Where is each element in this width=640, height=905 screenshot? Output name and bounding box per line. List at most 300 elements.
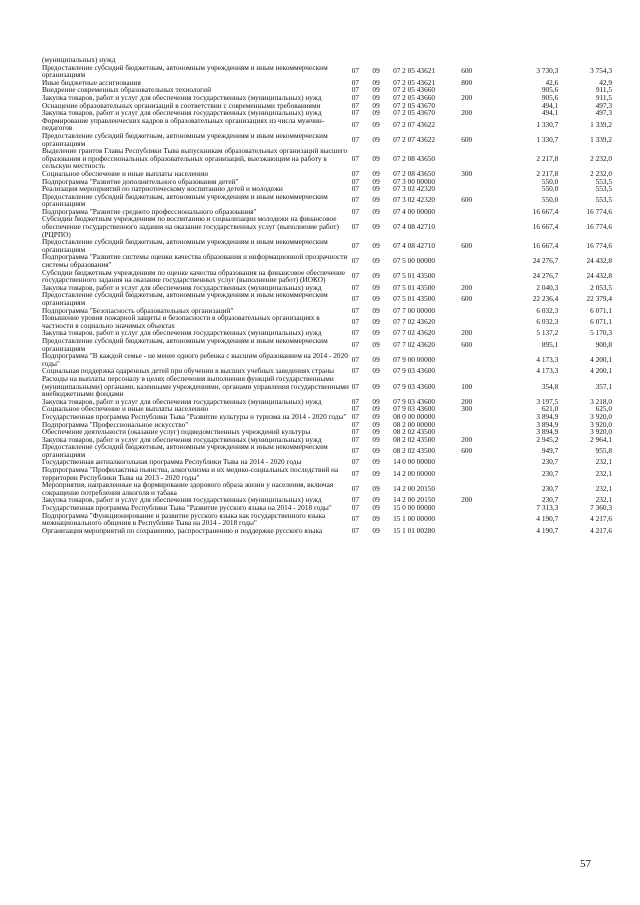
row-target-code: 07 5 01 43500 <box>393 282 436 292</box>
row-value-year-2: 24 432,8 <box>586 256 612 266</box>
row-value-year-2: 911,5 <box>595 85 612 95</box>
row-subsection: 09 <box>372 108 380 118</box>
row-value-year-1: 2 217,8 <box>536 153 559 163</box>
row-name: Иные бюджетные ассигнования <box>42 77 141 87</box>
row-value-year-1: 5 137,2 <box>536 328 559 338</box>
row-value-year-1: 230,7 <box>541 495 559 505</box>
row-section: 07 <box>351 514 360 524</box>
row-value-year-2: 4 217,6 <box>590 525 612 535</box>
row-section: 07 <box>351 92 360 102</box>
row-section: 07 <box>351 404 360 414</box>
row-expense-type <box>461 352 492 367</box>
row-name: Подпрограмма "Развитие дополнительного образования детей" <box>42 176 239 186</box>
row-value-year-2: 900,8 <box>595 339 612 349</box>
row-name: Подпрограмма "Функционирование и развитие русского языка как государственного языка межнационального общения в Республике Тыва на 2014 - 2018 годы" <box>42 510 326 528</box>
row-section: 07 <box>351 282 360 292</box>
row-target-code: 07 2 05 43660 <box>393 92 436 102</box>
row-expense-type <box>461 421 492 429</box>
row-section: 07 <box>351 305 360 315</box>
table-row <box>42 132 612 147</box>
row-value-year-1: 494,1 <box>541 100 559 110</box>
row-section: 07 <box>351 457 360 467</box>
row-section <box>352 56 373 64</box>
row-target-code: 07 5 01 43500 <box>393 271 436 281</box>
row-section: 07 <box>351 328 360 338</box>
row-target-code: 07 7 02 43620 <box>393 316 436 326</box>
row-name: Подпрограмма "Развитие системы оценки качества образования и информационной прозрачности системы образования" <box>42 252 348 270</box>
row-target-code: 07 2 08 43650 <box>393 153 436 163</box>
row-subsection: 09 <box>372 411 380 421</box>
row-expense-type <box>461 147 492 170</box>
row-target-code: 08 0 00 00000 <box>393 411 436 421</box>
row-target-code: 07 2 07 43622 <box>393 119 436 129</box>
row-target-code: 07 5 01 43500 <box>393 294 436 304</box>
row-value-year-1: 16 667,4 <box>532 206 559 216</box>
row-value-year-1: 3 894,9 <box>536 427 559 437</box>
table-row <box>42 481 612 496</box>
row-section: 07 <box>351 434 360 444</box>
row-value-year-1: 621,0 <box>541 404 559 414</box>
row-expense-type <box>461 269 492 284</box>
row-subsection: 09 <box>372 404 380 414</box>
row-expense-type: 300 <box>461 168 473 178</box>
table-row <box>42 352 612 367</box>
row-name: Выделение грантов Главы Республики Тыва выпускникам образовательных организаций высшего образования и профессиональных образовательных организаций, выезжающим на работу в сельскую местность <box>42 146 348 171</box>
row-subsection: 09 <box>372 206 380 216</box>
table-row <box>42 375 612 398</box>
row-target-code: 07 2 05 43621 <box>393 66 436 76</box>
row-value-year-2: 2 964,1 <box>590 434 612 444</box>
row-subsection: 09 <box>372 457 380 467</box>
row-value-year-1: 905,6 <box>541 85 559 95</box>
row-value-year-1: 895,1 <box>541 339 559 349</box>
row-value-year-1: 3 894,9 <box>536 419 559 429</box>
row-expense-type <box>461 185 492 193</box>
row-value-year-1 <box>492 56 558 64</box>
row-section: 07 <box>351 66 360 76</box>
row-name: Предоставление субсидий бюджетным, автономным учреждениям и иным некоммерческим организациям <box>42 62 328 80</box>
row-subsection: 09 <box>372 184 380 194</box>
row-name: (муниципальных) нужд <box>42 55 116 64</box>
row-value-year-2: 16 774,6 <box>586 222 612 232</box>
row-value-year-1: 550,0 <box>541 184 559 194</box>
row-section: 07 <box>351 495 360 505</box>
row-name: Предоставление субсидий бюджетным, автономным учреждениям и иным некоммерческим организациям <box>42 130 328 148</box>
row-name: Социальная поддержка одаренных детей при обучении в высших учебных заведениях страны <box>42 366 335 376</box>
table-row <box>42 64 612 79</box>
row-subsection: 09 <box>372 419 380 429</box>
row-expense-type <box>461 208 492 216</box>
row-section: 07 <box>351 119 360 129</box>
row-expense-type: 300 <box>461 404 473 414</box>
row-target-code: 07 9 00 00000 <box>393 354 436 364</box>
row-name: Субсидии бюджетным учреждениям по воспитанию и социализации молодежи на финансовое обеспечение государственного задания на оказание государственных услуг (выполнение работ) (РЦРПО) <box>42 214 339 239</box>
row-section: 07 <box>351 195 360 205</box>
row-section: 07 <box>351 381 360 391</box>
row-subsection: 09 <box>372 434 380 444</box>
row-value-year-1: 354,8 <box>541 381 559 391</box>
row-subsection: 09 <box>372 92 380 102</box>
row-target-code: 07 2 05 43670 <box>393 100 436 110</box>
row-name: Предоставление субсидий бюджетным, автономным учреждениям и иным некоммерческим организациям <box>42 442 328 459</box>
row-expense-type <box>461 527 492 535</box>
row-section: 07 <box>351 271 360 281</box>
row-subsection: 09 <box>372 153 380 163</box>
row-value-year-2: 553,5 <box>595 176 612 186</box>
row-value-year-1: 230,7 <box>541 484 559 494</box>
row-value-year-2: 955,8 <box>595 446 612 456</box>
row-subsection: 09 <box>372 294 380 304</box>
table-row <box>42 253 612 268</box>
row-section: 07 <box>351 468 360 478</box>
row-section: 07 <box>351 184 360 194</box>
row-subsection: 09 <box>372 328 380 338</box>
row-section: 07 <box>351 206 360 216</box>
row-value-year-1: 230,7 <box>541 468 559 478</box>
row-subsection: 09 <box>372 339 380 349</box>
row-value-year-2: 7 360,3 <box>590 503 612 513</box>
row-name: Закупка товаров, работ и услуг для обеспечения государственных (муниципальных) нужд <box>42 434 322 444</box>
row-target-code: 07 4 08 42710 <box>393 241 436 251</box>
row-expense-type: 800 <box>461 77 473 87</box>
row-section: 07 <box>351 503 360 513</box>
row-target-code: 15 1 01 00280 <box>393 525 436 535</box>
row-subsection: 09 <box>372 241 380 251</box>
row-target-code: 07 3 02 42320 <box>393 184 436 194</box>
row-expense-type: 200 <box>461 92 473 102</box>
row-expense-type <box>461 367 492 375</box>
table-row <box>42 291 612 306</box>
row-name: Повышение уровня пожарной защиты и безопасности в образовательных организациях в частности в социально значимых объектах <box>42 313 320 330</box>
row-expense-type: 600 <box>461 195 473 205</box>
row-value-year-2: 2 053,5 <box>590 282 612 292</box>
row-target-code: 07 4 00 00000 <box>393 206 436 216</box>
row-value-year-2: 3 754,3 <box>590 66 612 76</box>
row-name: Закупка товаров, работ и услуг для обеспечения государственных (муниципальных) нужд <box>42 396 322 406</box>
row-section: 07 <box>351 411 360 421</box>
row-name: Оснащение образовательных организаций в соответствии с современными требованиями <box>42 100 321 110</box>
row-subsection: 09 <box>372 195 380 205</box>
row-value-year-1: 3 730,3 <box>536 66 559 76</box>
row-section: 07 <box>351 77 360 87</box>
row-name: Предоставление субсидий бюджетным, автономным учреждениям и иным некоммерческим организациям <box>42 335 328 353</box>
row-section: 07 <box>351 339 360 349</box>
row-section: 07 <box>351 446 360 456</box>
row-value-year-2: 24 432,8 <box>586 271 612 281</box>
row-subsection: 09 <box>372 381 380 391</box>
row-subsection: 09 <box>372 77 380 87</box>
row-target-code: 14 2 00 20150 <box>393 495 436 505</box>
row-name: Предоставление субсидий бюджетным, автономным учреждениям и иным некоммерческим организациям <box>42 237 328 254</box>
row-target-code: 07 7 02 43620 <box>393 339 436 349</box>
row-target-code: 14 0 00 00000 <box>393 457 436 467</box>
row-value-year-2: 16 774,6 <box>586 241 612 251</box>
row-subsection: 09 <box>372 484 380 494</box>
row-target-code: 08 2 02 43500 <box>393 434 436 444</box>
row-value-year-2: 4 217,6 <box>590 514 612 524</box>
row-section: 07 <box>351 222 360 232</box>
row-target-code: 07 7 02 43620 <box>393 328 436 338</box>
row-name: Расходы на выплаты персоналу в целях обеспечения выполнения функций государственными (муниципальными) органами, казенными учреждениями, органами управления государственными внебюджетными фондами <box>42 373 349 399</box>
table-row <box>42 466 612 481</box>
row-name: Внедрение современных образовательных технологий <box>42 85 211 95</box>
row-name: Закупка товаров, работ и услуг для обеспечения государственных (муниципальных) нужд <box>42 282 322 292</box>
row-value-year-2: 232,1 <box>595 457 612 467</box>
row-value-year-1: 3 197,5 <box>536 396 559 406</box>
row-value-year-1: 550,0 <box>541 176 559 186</box>
row-subsection: 09 <box>372 66 380 76</box>
row-name: Государственная антиалкогольная программа Республики Тыва на 2014 - 2020 годы <box>42 457 302 467</box>
row-target-code: 08 2 02 43500 <box>393 446 436 456</box>
row-expense-type: 600 <box>461 66 473 76</box>
row-value-year-2: 6 071,1 <box>590 316 612 326</box>
row-value-year-2: 5 170,3 <box>590 328 612 338</box>
row-value-year-1: 6 032,3 <box>536 305 559 315</box>
row-value-year-2: 3 218,0 <box>590 396 612 406</box>
row-value-year-1: 4 173,3 <box>536 366 559 376</box>
row-subsection: 09 <box>372 525 380 535</box>
row-value-year-2: 625,0 <box>595 404 612 414</box>
row-value-year-2: 232,1 <box>595 484 612 494</box>
row-name: Подпрограмма "Безопасность образовательных организаций" <box>42 305 234 315</box>
row-subsection <box>372 56 393 64</box>
row-target-code: 07 7 00 00000 <box>393 305 436 315</box>
table-row <box>42 269 612 284</box>
budget-table-body <box>42 56 612 534</box>
row-section: 07 <box>351 241 360 251</box>
table-row <box>42 337 612 352</box>
row-value-year-1: 16 667,4 <box>532 241 559 251</box>
budget-table <box>42 56 612 534</box>
row-target-code: 07 5 00 00000 <box>393 256 436 266</box>
row-value-year-2: 553,5 <box>595 195 612 205</box>
table-row <box>42 193 612 208</box>
row-subsection: 09 <box>372 134 380 144</box>
row-value-year-2: 911,5 <box>595 92 612 102</box>
row-section: 07 <box>351 525 360 535</box>
row-value-year-1: 4 190,7 <box>536 514 559 524</box>
row-name: Организация мероприятий по сохранению, распространению и поддержке русского языка <box>42 525 323 535</box>
row-expense-type: 200 <box>461 495 473 505</box>
row-name: Подпрограмма "Развитие среднего профессионального образования" <box>42 206 257 216</box>
row-value-year-2: 232,1 <box>595 495 612 505</box>
row-expense-type <box>461 215 492 238</box>
row-value-year-1: 494,1 <box>541 108 559 118</box>
row-expense-type <box>461 481 492 496</box>
row-subsection: 09 <box>372 316 380 326</box>
row-subsection: 09 <box>372 176 380 186</box>
row-target-code: 07 2 08 43650 <box>393 168 436 178</box>
row-expense-type <box>461 466 492 481</box>
table-row <box>42 314 612 329</box>
row-expense-type: 200 <box>461 396 473 406</box>
row-expense-type: 600 <box>461 339 473 349</box>
row-value-year-1: 16 667,4 <box>532 222 559 232</box>
row-value-year-1: 905,6 <box>541 92 559 102</box>
row-value-year-2: 2 232,0 <box>590 153 612 163</box>
row-value-year-1: 949,7 <box>541 446 559 456</box>
row-value-year-2: 42,9 <box>599 77 612 87</box>
row-name: Обеспечение деятельности (оказание услуг) подведомственных учреждений культуры <box>42 427 311 437</box>
row-subsection: 09 <box>372 85 380 95</box>
row-value-year-2: 553,5 <box>595 184 612 194</box>
row-subsection: 09 <box>372 119 380 129</box>
row-value-year-2: 357,1 <box>595 381 612 391</box>
row-expense-type <box>461 512 492 527</box>
table-row <box>42 443 612 458</box>
row-section: 07 <box>351 484 360 494</box>
row-value-year-1: 7 313,3 <box>536 503 559 513</box>
row-name: Закупка товаров, работ и услуг для обеспечения государственных (муниципальных) нужд <box>42 92 322 102</box>
row-expense-type <box>461 504 492 512</box>
page-number: 57 <box>580 858 591 870</box>
row-target-code: 08 2 02 43500 <box>393 427 436 437</box>
row-value-year-1: 2 945,2 <box>536 434 559 444</box>
row-section: 07 <box>351 256 360 266</box>
row-name: Социальное обеспечение и иные выплаты населению <box>42 168 209 178</box>
row-section: 07 <box>351 316 360 326</box>
row-subsection: 09 <box>372 271 380 281</box>
row-value-year-1: 24 276,7 <box>532 256 559 266</box>
row-value-year-2: 4 200,1 <box>590 366 612 376</box>
row-section: 07 <box>351 85 360 95</box>
row-subsection: 09 <box>372 514 380 524</box>
row-expense-type: 200 <box>461 328 473 338</box>
row-expense-type: 600 <box>461 241 473 251</box>
row-value-year-2: 497,3 <box>595 108 612 118</box>
row-name: Закупка товаров, работ и услуг для обеспечения государственных (муниципальных) нужд <box>42 328 322 338</box>
row-value-year-2: 232,1 <box>595 468 612 478</box>
row-target-code: 07 9 03 43600 <box>393 381 436 391</box>
row-expense-type <box>461 413 492 421</box>
row-value-year-1: 550,0 <box>541 195 559 205</box>
row-value-year-2: 4 200,1 <box>590 354 612 364</box>
row-target-code: 07 2 07 43622 <box>393 134 436 144</box>
table-row <box>42 512 612 527</box>
row-target-code: 15 1 00 00000 <box>393 514 436 524</box>
row-section: 07 <box>351 427 360 437</box>
row-section: 07 <box>351 354 360 364</box>
table-row <box>42 117 612 132</box>
row-value-year-2 <box>558 56 612 64</box>
row-value-year-1: 4 190,7 <box>536 525 559 535</box>
row-value-year-1: 24 276,7 <box>532 271 559 281</box>
row-subsection: 09 <box>372 256 380 266</box>
row-target-code: 07 9 03 43600 <box>393 366 436 376</box>
row-subsection: 09 <box>372 100 380 110</box>
row-section: 07 <box>351 176 360 186</box>
row-expense-type: 200 <box>461 434 473 444</box>
row-name: Подпрограмма "Профессиональное искусство" <box>42 419 189 429</box>
row-value-year-1: 42,6 <box>545 77 559 87</box>
row-name: Государственная программа Республики Тыва "Развитие русского языка на 2014 - 2018 годы" <box>42 503 332 513</box>
row-subsection: 09 <box>372 503 380 513</box>
row-expense-type <box>461 56 492 64</box>
row-section: 07 <box>351 294 360 304</box>
row-name: Подпрограмма "Профилактика пьянства, алкоголизма и их медико-социальных последствий на территории Республики Тыва на 2013 - 2020 годы" <box>42 465 339 482</box>
row-expense-type <box>461 458 492 466</box>
row-value-year-1: 1 330,7 <box>536 119 559 129</box>
row-value-year-2: 1 339,2 <box>590 119 612 129</box>
row-name: Предоставление субсидий бюджетным, автономным учреждениям и иным некоммерческим организациям <box>42 191 328 209</box>
row-name: Формирование управленческих кадров в образовательных организациях из числа мужчин-педагогов <box>42 115 325 133</box>
row-expense-type: 600 <box>461 446 473 456</box>
row-value-year-1: 230,7 <box>541 457 559 467</box>
row-expense-type: 600 <box>461 134 473 144</box>
row-expense-type: 600 <box>461 294 473 304</box>
row-target-code: 07 9 03 43600 <box>393 404 436 414</box>
row-section: 07 <box>351 168 360 178</box>
row-target-code: 07 2 05 43660 <box>393 85 436 95</box>
row-subsection: 09 <box>372 354 380 364</box>
row-target-code: 07 2 05 43621 <box>393 77 436 87</box>
row-value-year-2: 16 774,6 <box>586 206 612 216</box>
row-value-year-2: 22 379,4 <box>586 294 612 304</box>
row-subsection: 09 <box>372 427 380 437</box>
row-subsection: 09 <box>372 366 380 376</box>
row-value-year-1: 6 032,3 <box>536 316 559 326</box>
row-subsection: 09 <box>372 305 380 315</box>
row-target-code: 07 4 08 42710 <box>393 222 436 232</box>
table-row <box>42 238 612 253</box>
row-subsection: 09 <box>372 222 380 232</box>
row-section: 07 <box>351 153 360 163</box>
row-expense-type <box>461 307 492 315</box>
row-section: 07 <box>351 108 360 118</box>
row-name: Закупка товаров, работ и услуг для обеспечения государственных (муниципальных) нужд <box>42 108 322 118</box>
row-value-year-2: 1 339,2 <box>590 134 612 144</box>
row-target-code: 08 2 00 00000 <box>393 419 436 429</box>
row-section: 07 <box>351 419 360 429</box>
row-name: Социальное обеспечение и иные выплаты населению <box>42 404 209 414</box>
row-expense-type <box>461 178 492 186</box>
row-expense-type: 100 <box>461 381 473 391</box>
row-target-code: 07 3 00 00000 <box>393 176 436 186</box>
row-target-code: 07 9 03 43600 <box>393 396 436 406</box>
row-name: Мероприятия, направленные на формирование здорового образа жизни у населения, включая сокращение потребления алкоголя и табака <box>42 480 334 497</box>
row-target-code <box>393 56 461 64</box>
row-name: Государственная программа Республики Тыва "Развитие культуры и туризма на 2014 - 2020 годы" <box>42 411 347 421</box>
row-target-code: 07 3 02 42320 <box>393 195 436 205</box>
row-name: Закупка товаров, работ и услуг для обеспечения государственных (муниципальных) нужд <box>42 495 322 505</box>
row-value-year-1: 2 217,8 <box>536 168 559 178</box>
row-value-year-2: 6 071,1 <box>590 305 612 315</box>
row-section: 07 <box>351 396 360 406</box>
row-value-year-2: 3 920,0 <box>590 427 612 437</box>
row-value-year-2: 497,3 <box>595 100 612 110</box>
row-name: Субсидии бюджетным учреждениям по оценке качества образования на финансовое обеспечение государственного задания на оказание государственных услуг (выполнение работ) (ИОКО) <box>42 267 346 285</box>
row-subsection: 09 <box>372 495 380 505</box>
table-row <box>42 147 612 170</box>
row-value-year-2: 3 920,0 <box>590 411 612 421</box>
row-target-code: 14 2 00 20150 <box>393 484 436 494</box>
table-row <box>42 527 612 535</box>
row-name: Реализация мероприятий по патриотическому воспитанию детей и молодежи <box>42 184 283 194</box>
row-name: Предоставление субсидий бюджетным, автономным учреждениям и иным некоммерческим организациям <box>42 290 328 307</box>
row-target-code: 15 0 00 00000 <box>393 503 436 513</box>
row-section: 07 <box>351 366 360 376</box>
row-expense-type: 200 <box>461 108 473 118</box>
row-subsection: 09 <box>372 446 380 456</box>
row-target-code: 07 2 05 43670 <box>393 108 436 118</box>
row-name: Подпрограмма "В каждой семье - не менее одного ребенка с высшим образованием на 2014 - 2020 годы" <box>42 351 348 368</box>
row-subsection: 09 <box>372 468 380 478</box>
row-expense-type <box>461 314 492 329</box>
row-expense-type <box>461 253 492 268</box>
row-value-year-1: 2 040,3 <box>536 282 559 292</box>
table-row <box>42 215 612 238</box>
row-expense-type <box>461 117 492 132</box>
